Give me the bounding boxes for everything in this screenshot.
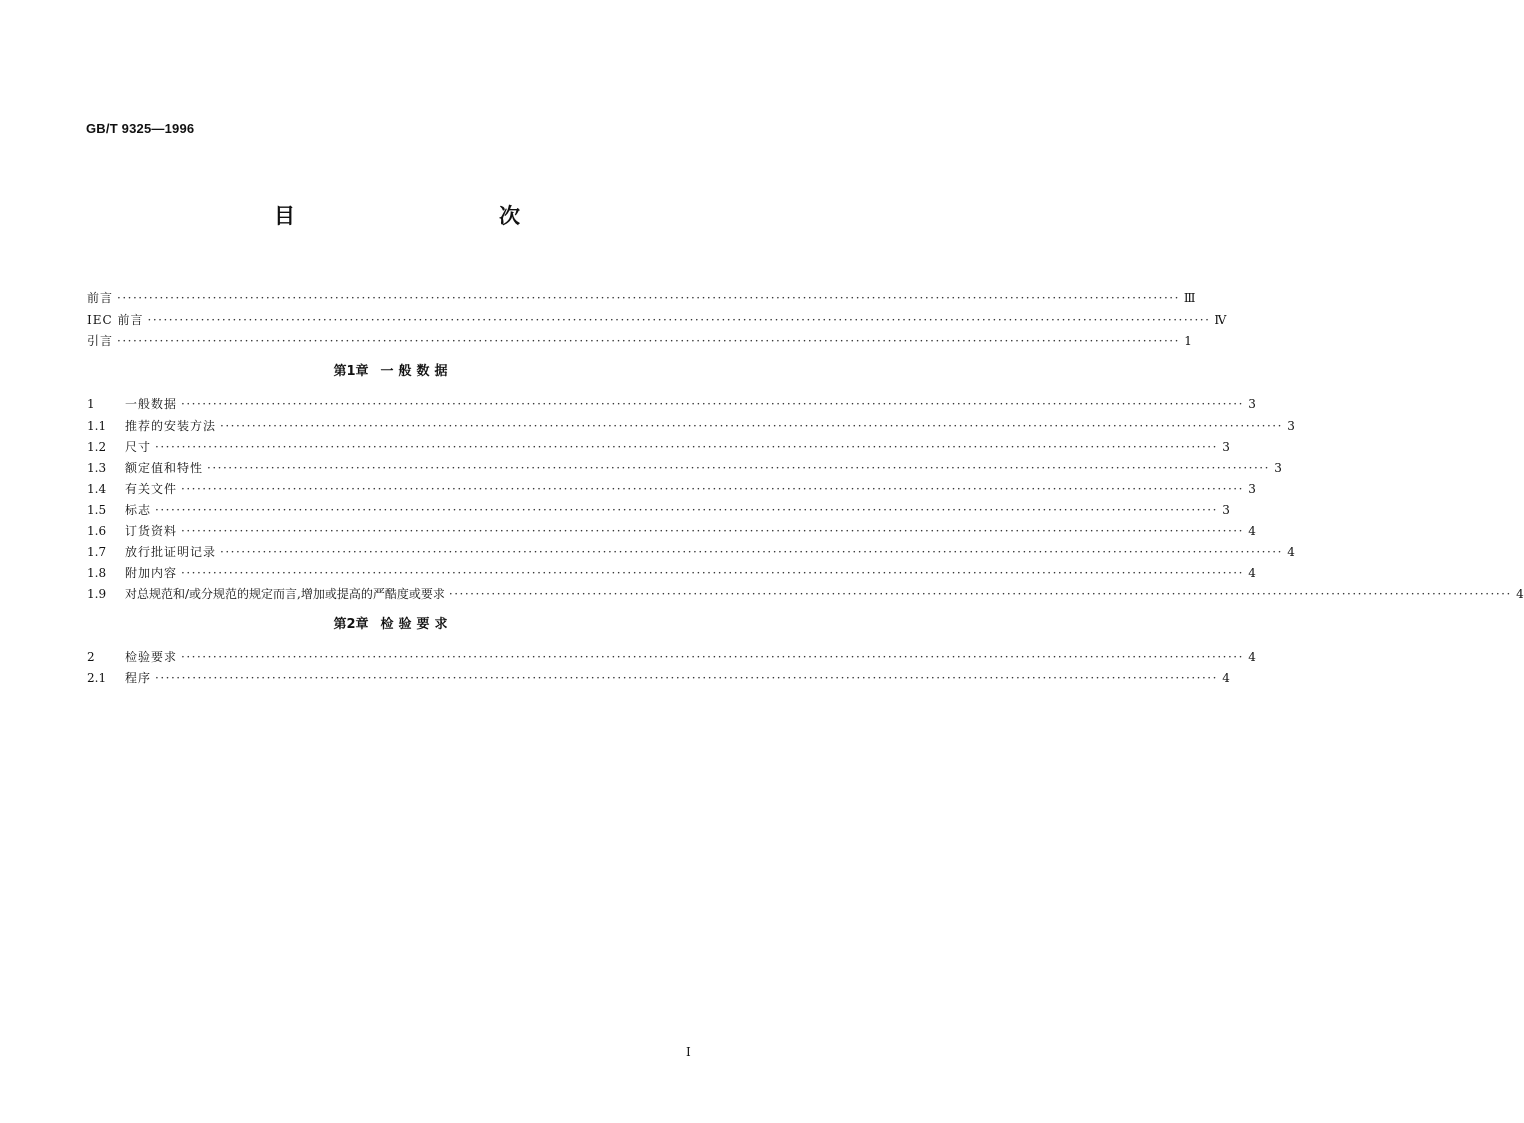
- section-number: 1.6: [87, 524, 107, 538]
- toc-entry[interactable]: [87, 458, 1282, 478]
- dot-leader: ········································································································································································································: [155, 671, 1218, 685]
- toc-entry[interactable]: [87, 647, 1256, 667]
- toc-entry-page: 1: [1184, 334, 1192, 348]
- toc-entry-label: 有关文件: [125, 482, 178, 496]
- section-number: 1: [87, 397, 95, 411]
- dot-leader: ········································································································································································································: [220, 545, 1283, 559]
- toc-entry-page: 4: [1222, 671, 1230, 685]
- toc-title: 目 次: [274, 204, 574, 228]
- toc-entry-page: 3: [1222, 440, 1230, 454]
- toc-entry[interactable]: [87, 394, 1256, 414]
- toc-entry-label: 额定值和特性: [125, 461, 204, 475]
- toc-entry-label: 附加内容: [125, 566, 178, 580]
- chapter-heading-1: [87, 362, 699, 382]
- toc-entry-page: 3: [1287, 419, 1295, 433]
- dot-leader: ········································································································································································································: [220, 419, 1283, 433]
- toc-entry-label: 对总规范和/或分规范的规定而言,增加或提高的严酷度或要求: [125, 587, 445, 601]
- chapter-number: 第1章: [333, 364, 369, 379]
- dot-leader: ········································································································································································································: [155, 503, 1218, 517]
- section-number: 1.7: [87, 545, 107, 559]
- chapter-heading-2: [87, 615, 699, 635]
- toc-entry-foreword[interactable]: [87, 288, 1196, 308]
- toc-entry-iec-foreword[interactable]: [87, 310, 1227, 330]
- toc-entry-page: 4: [1248, 566, 1256, 580]
- toc-entry-introduction[interactable]: [87, 331, 1192, 351]
- toc-entry-page: 4: [1287, 545, 1295, 559]
- dot-leader: ········································································································································································································: [207, 461, 1270, 475]
- toc-entry[interactable]: [87, 563, 1256, 583]
- chapter-number: 第2章: [333, 617, 369, 632]
- toc-entry-label: 一般数据: [125, 397, 178, 411]
- toc-entry[interactable]: [87, 584, 1524, 604]
- section-number: 1.5: [87, 503, 107, 517]
- toc-entry[interactable]: [87, 479, 1256, 499]
- toc-entry-label: 推荐的安装方法: [125, 419, 217, 433]
- dot-leader: ········································································································································································································: [181, 397, 1244, 411]
- dot-leader: ········································································································································································································: [181, 650, 1244, 664]
- toc-entry[interactable]: [87, 416, 1295, 436]
- toc-entry-page: 4: [1248, 524, 1256, 538]
- toc-entry-page: Ⅲ: [1183, 291, 1196, 305]
- dot-leader: ········································································································································································································: [117, 334, 1180, 348]
- dot-leader: ········································································································································································································: [117, 291, 1180, 305]
- section-number: 1.9: [87, 587, 107, 601]
- dot-leader: ········································································································································································································: [147, 313, 1211, 327]
- section-number: 2: [87, 650, 95, 664]
- section-number: 1.2: [87, 440, 107, 454]
- toc-entry-label: 标志: [125, 503, 152, 517]
- toc-entry-page: Ⅳ: [1214, 313, 1227, 327]
- toc-entry[interactable]: [87, 521, 1256, 541]
- dot-leader: ········································································································································································································: [448, 587, 1512, 601]
- section-number: 1.4: [87, 482, 107, 496]
- page-number: I: [686, 1045, 691, 1059]
- toc-entry-label: 程序: [125, 671, 152, 685]
- toc-entry-page: 3: [1248, 482, 1256, 496]
- section-number: 2.1: [87, 671, 107, 685]
- section-number: 1.1: [87, 419, 107, 433]
- section-number: 1.3: [87, 461, 107, 475]
- standard-number: GB/T 9325—1996: [86, 121, 195, 136]
- toc-entry-label: 前言: [87, 291, 114, 305]
- toc-entry-label: 订货资料: [125, 524, 178, 538]
- dot-leader: ········································································································································································································: [181, 524, 1244, 538]
- toc-entry-label: 检验要求: [125, 650, 178, 664]
- dot-leader: ········································································································································································································: [181, 482, 1244, 496]
- toc-entry[interactable]: [87, 500, 1230, 520]
- toc-entry-page: 3: [1274, 461, 1282, 475]
- toc-entry-page: 3: [1248, 397, 1256, 411]
- toc-entry-label: 尺寸: [125, 440, 152, 454]
- toc-entry-label: 放行批证明记录: [125, 545, 217, 559]
- chapter-name: 一般数据: [380, 364, 453, 379]
- section-number: 1.8: [87, 566, 107, 580]
- toc-entry-page: 4: [1516, 587, 1524, 601]
- toc-entry[interactable]: [87, 437, 1230, 457]
- toc-entry[interactable]: [87, 542, 1295, 562]
- toc-entry-page: 4: [1248, 650, 1256, 664]
- dot-leader: ········································································································································································································: [181, 566, 1244, 580]
- toc-entry-page: 3: [1222, 503, 1230, 517]
- toc-entry-label: IEC 前言: [87, 313, 144, 327]
- toc-entry[interactable]: [87, 668, 1230, 688]
- toc-entry-label: 引言: [87, 334, 114, 348]
- dot-leader: ········································································································································································································: [155, 440, 1218, 454]
- chapter-name: 检验要求: [380, 617, 453, 632]
